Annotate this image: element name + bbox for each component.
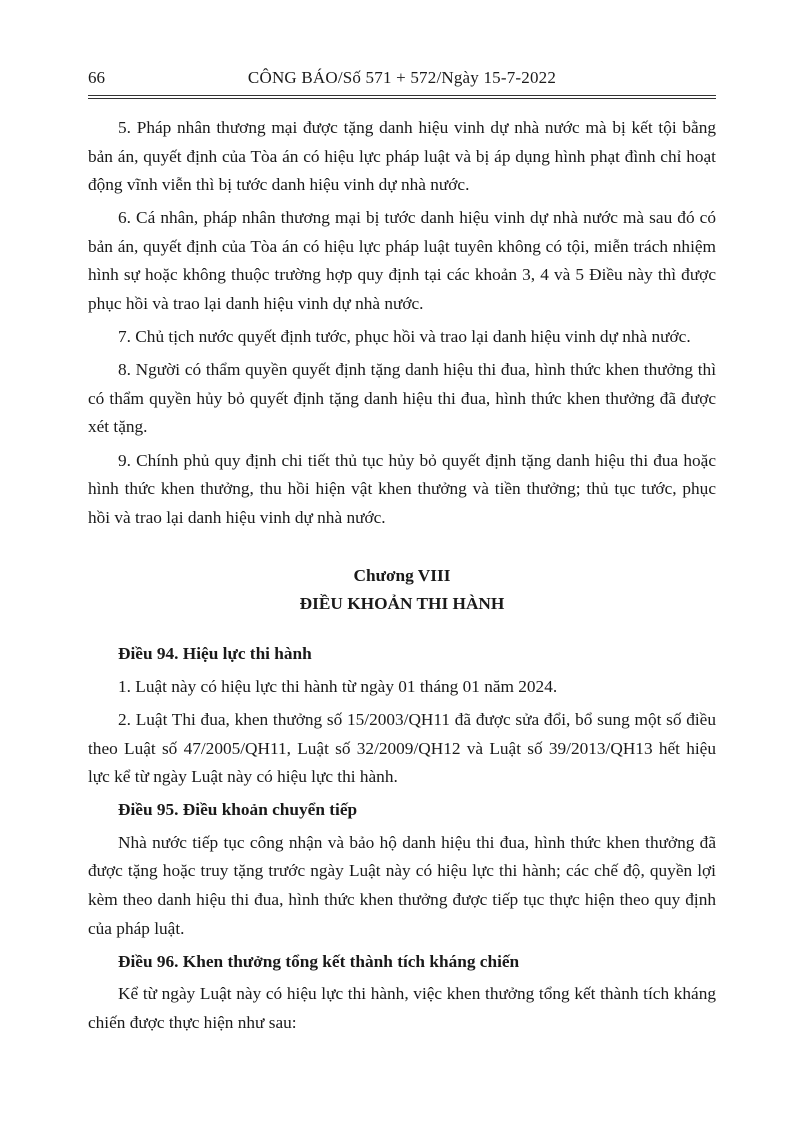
header-divider xyxy=(88,95,716,96)
clause-7: 7. Chủ tịch nước quyết định tước, phục hồi và trao lại danh hiệu vinh dự nhà nước. xyxy=(118,327,691,347)
article-96-heading: Điều 96. Khen thưởng tổng kết thành tích kháng chiến xyxy=(118,951,520,971)
clause-8: 8. Người có thẩm quyền quyết định tặng danh hiệu thi đua, hình thức khen thưởng thì có thẩm quyền hủy bỏ quyết định tặng danh hiệu thi đua, hình thức khen thưởng đã được xét tặng. xyxy=(88,360,716,437)
running-title: CÔNG BÁO/Số 571 + 572/Ngày 15-7-2022 xyxy=(247,68,557,87)
article-95-heading: Điều 95. Điều khoản chuyển tiếp xyxy=(118,800,358,820)
page-header xyxy=(88,64,716,98)
article-94-clause-2: 2. Luật Thi đua, khen thưởng số 15/2003/QH11 đã được sửa đổi, bổ sung một số điều theo Luật số 47/2005/QH11, Luật số 32/2009/QH12 và Luật số 39/2013/QH13 hết hiệu lực kể từ ngày Luật này có hiệu lực thi hành. xyxy=(88,710,716,787)
clause-6: 6. Cá nhân, pháp nhân thương mại bị tước danh hiệu vinh dự nhà nước mà sau đó có bản án, quyết định của Tòa án có hiệu lực pháp luật tuyên không có tội, miễn trách nhiệm hình sự hoặc không thuộc trường hợp quy định tại các khoản 3, 4 và 5 Điều này thì được phục hồi và trao lại danh hiệu vinh dự nhà nước. xyxy=(88,208,716,314)
article-94-heading: Điều 94. Hiệu lực thi hành xyxy=(118,644,312,664)
article-96-text: Kể từ ngày Luật này có hiệu lực thi hành, việc khen thưởng tổng kết thành tích kháng chiến được thực hiện như sau: xyxy=(88,984,716,1032)
clause-5: 5. Pháp nhân thương mại được tặng danh hiệu vinh dự nhà nước mà bị kết tội bằng bản án, quyết định của Tòa án có hiệu lực pháp luật và bị áp dụng hình phạt đình chỉ hoạt động vĩnh viễn thì bị tước danh hiệu vinh dự nhà nước. xyxy=(88,118,716,195)
article-94-clause-1: 1. Luật này có hiệu lực thi hành từ ngày 01 tháng 01 năm 2024. xyxy=(118,676,558,696)
chapter-title: ĐIỀU KHOẢN THI HÀNH xyxy=(299,594,505,614)
chapter-number: Chương VIII xyxy=(353,566,451,586)
article-95-text: Nhà nước tiếp tục công nhận và bảo hộ danh hiệu thi đua, hình thức khen thưởng đã được tặng hoặc truy tặng trước ngày Luật này có hiệu lực thi hành; các chế độ, quyền lợi kèm theo danh hiệu thi đua, hình thức khen thưởng được tiếp tục thực hiện theo quy định của pháp luật. xyxy=(88,832,716,938)
clause-9: 9. Chính phủ quy định chi tiết thủ tục hủy bỏ quyết định tặng danh hiệu thi đua hoặc hình thức khen thưởng, thu hồi hiện vật khen thưởng và tiền thưởng; thủ tục tước, phục hồi và trao lại danh hiệu vinh dự nhà nước. xyxy=(88,450,716,527)
document-body xyxy=(88,114,716,1042)
header-divider-lower xyxy=(88,98,716,99)
page-number: 66 xyxy=(88,68,105,87)
